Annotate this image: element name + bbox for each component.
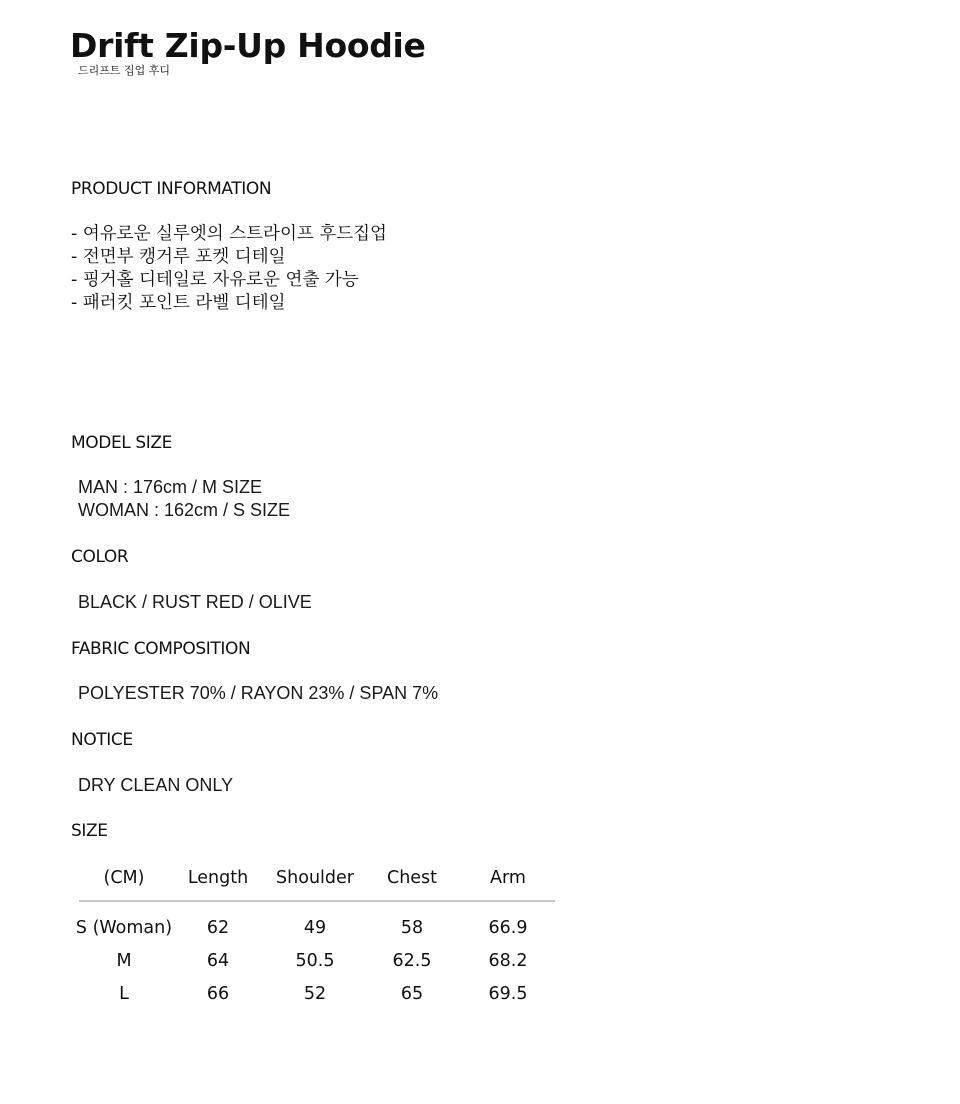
size-table-cell: 64 [206, 951, 230, 971]
size-heading: SIZE [71, 821, 108, 841]
size-table-cell: 52 [303, 984, 327, 1004]
size-table-cell: L [119, 984, 129, 1004]
fabric-composition-heading: FABRIC COMPOSITION [71, 639, 251, 659]
size-table-cell: 49 [303, 918, 327, 938]
size-table-cell: 50.5 [295, 951, 335, 971]
size-table [75, 860, 565, 1011]
model-size-heading: MODEL SIZE [71, 433, 172, 453]
size-table-cell: 62 [206, 918, 230, 938]
product-information-list [71, 223, 387, 315]
size-table-cell: 66.9 [488, 918, 528, 938]
size-table-header-cell: Shoulder [276, 868, 354, 888]
size-table-cell: M [116, 951, 132, 971]
color-value: BLACK / RUST RED / OLIVE [78, 592, 312, 612]
size-table-row [75, 912, 565, 945]
size-table-cell: 68.2 [488, 951, 528, 971]
product-information-heading: PRODUCT INFORMATION [71, 179, 272, 199]
size-table-cell: 65 [400, 984, 424, 1004]
size-table-header-row [79, 860, 555, 902]
product-title: Drift Zip-Up Hoodie [70, 26, 426, 65]
model-size-woman: WOMAN : 162cm / S SIZE [78, 500, 291, 520]
notice-value: DRY CLEAN ONLY [78, 775, 234, 795]
product-information-item: - 전면부 캥거루 포켓 디테일 [71, 247, 286, 267]
product-subtitle-korean: 드리프트 집업 후디 [78, 64, 171, 77]
size-table-cell: S (Woman) [75, 918, 173, 938]
product-information-item: - 패러킷 포인트 라벨 디테일 [71, 293, 286, 313]
size-table-cell: 62.5 [392, 951, 432, 971]
size-table-cell: 66 [206, 984, 230, 1004]
fabric-composition-value: POLYESTER 70% / RAYON 23% / SPAN 7% [78, 683, 439, 703]
size-table-cell: 58 [400, 918, 424, 938]
model-size-man: MAN : 176cm / M SIZE [78, 477, 263, 497]
size-table-header-cell: (CM) [103, 868, 145, 888]
size-table-row [75, 945, 565, 978]
notice-heading: NOTICE [71, 730, 133, 750]
product-information-item: - 여유로운 실루엣의 스트라이프 후드집업 [71, 224, 387, 244]
size-table-header-cell: Length [187, 868, 249, 888]
color-heading: COLOR [71, 547, 129, 567]
size-table-header-cell: Chest [386, 868, 438, 888]
size-table-header-cell: Arm [490, 868, 526, 888]
size-table-cell: 69.5 [488, 984, 528, 1004]
product-information-item: - 핑거홀 디테일로 자유로운 연출 가능 [71, 270, 359, 290]
size-table-row [75, 978, 565, 1011]
